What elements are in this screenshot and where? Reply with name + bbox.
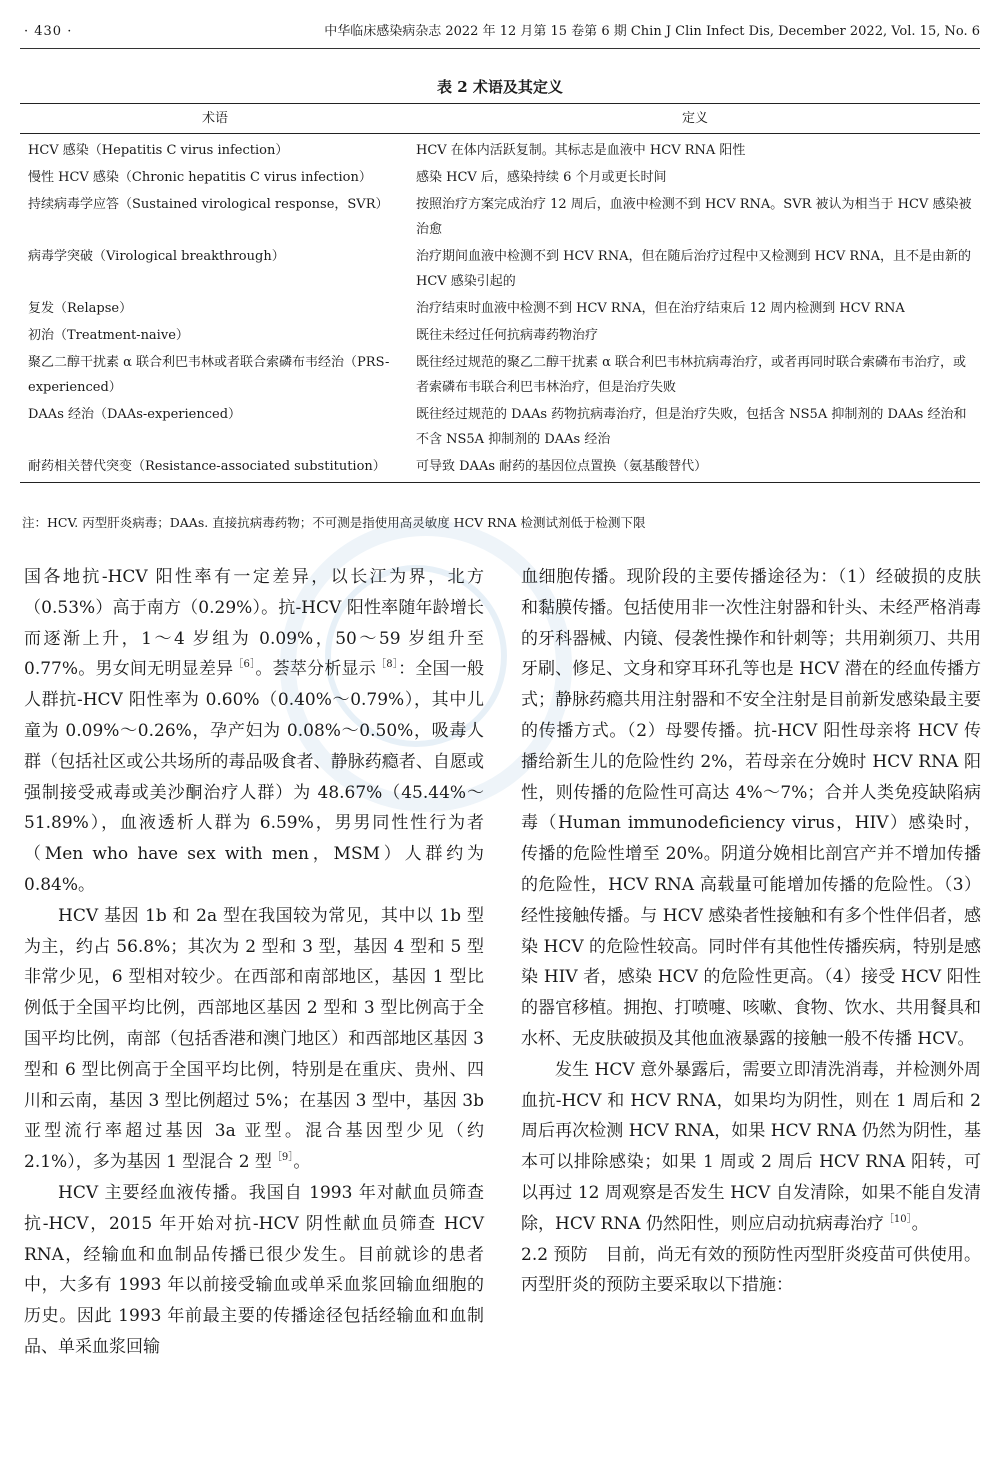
- column-header-term: 术语: [20, 104, 410, 134]
- paragraph: [521, 1055, 981, 1240]
- paragraph-text: 。: [911, 1213, 929, 1234]
- term-cell: 初治（Treatment-naive）: [28, 328, 189, 343]
- definition-cell: 既往未经过任何抗病毒药物治疗: [416, 328, 599, 343]
- definition-cell: 治疗期间血液中检测不到 HCV RNA，但在随后治疗过程中又检测到 HCV RNA，且不是由新的 HCV 感染引起的: [416, 249, 971, 289]
- header-rule: [20, 48, 980, 49]
- table-row: [20, 401, 980, 453]
- table-row: [20, 134, 980, 165]
- definition-cell: HCV 在体内活跃复制。其标志是血液中 HCV RNA 阳性: [416, 143, 746, 158]
- definition-cell: 感染 HCV 后，感染持续 6 个月或更长时间: [416, 170, 667, 185]
- section-heading: 2.2 预防: [521, 1244, 588, 1265]
- paragraph-text: 。荟萃分析显示: [255, 659, 377, 680]
- section-paragraph: [521, 1240, 981, 1302]
- running-header: [0, 0, 1000, 56]
- definition-cell: 既往经过规范的聚乙二醇干扰素 α 联合利巴韦林抗病毒治疗，或者再同时联合索磷布韦治疗，或者索磷布韦联合利巴韦林治疗，但是治疗失败: [416, 355, 967, 395]
- right-text-column: [521, 562, 981, 1301]
- paragraph-text: 目前，尚无有效的预防性丙型肝炎疫苗可供使用。丙型肝炎的预防主要采取以下措施：: [521, 1244, 981, 1296]
- paragraph: [24, 562, 484, 901]
- paragraph-text: ：全国一般人群抗-HCV 阳性率为 0.60%（0.40%～0.79%），其中儿童为 0.09%～0.26%，孕产妇为 0.08%～0.50%，吸毒人群（包括社区或公共场所的毒品吸食者、静脉药瘾者、自愿或强制接受戒毒或美沙酮治疗人群）为 48.67%（45.44%～51.89%），血液透析人群为 6.59%，男男同性性行为者（Men who have sex with men，MSM）人群约为 0.84%。: [24, 659, 485, 895]
- table-header-row: [20, 104, 980, 134]
- table-row: [20, 322, 980, 349]
- table-row: [20, 164, 980, 191]
- paragraph-text: 发生 HCV 意外暴露后，需要立即清洗消毒，并检测外周血抗-HCV 和 HCV RNA，如果均为阴性，则在 1 周后和 2 周后再次检测 HCV RNA，如果 HCV RNA 仍然为阴性，基本可以排除感染；如果 1 周或 2 周后 HCV RNA 阳转，可以再过 12 周观察是否发生 HCV 自发清除，如果不能自发清除，HCV RNA 仍然阳性，则应启动抗病毒治疗: [521, 1059, 981, 1234]
- table-row: [20, 295, 980, 322]
- table-footnote: 注：HCV. 丙型肝炎病毒；DAAs. 直接抗病毒药物；不可测是指使用高灵敏度 HCV RNA 检测试剂低于检测下限: [22, 515, 646, 530]
- table-title: 表 2 术语及其定义: [437, 78, 563, 96]
- table-row: [20, 453, 980, 483]
- page-number: · 430 ·: [24, 24, 73, 39]
- citation-ref: ［10］: [883, 1213, 912, 1225]
- column-header-definition: 定义: [410, 104, 980, 134]
- term-cell: 耐药相关替代突变（Resistance-associated substitution）: [20, 453, 410, 483]
- term-cell: 病毒学突破（Virological breakthrough）: [28, 249, 285, 264]
- table-row: [20, 191, 980, 243]
- term-cell: 慢性 HCV 感染（Chronic hepatitis C virus infection）: [28, 170, 372, 185]
- paragraph-text: HCV 基因 1b 和 2a 型在我国较为常见，其中以 1b 型为主，约占 56.8%；其次为 2 型和 3 型，基因 4 型和 5 型非常少见，6 型相对较少。在西部和南部地区，基因 1 型比例低于全国平均比例，西部地区基因 2 型和 3 型比例高于全国平均比例，南部（包括香港和澳门地区）和西部地区基因 3 型和 6 型比例高于全国平均比例，特别是在重庆、贵州、四川和云南，基因 3 型比例超过 5%；在基因 3 型中，基因 3b 亚型流行率超过基因 3a 亚型。混合基因型少见（约 2.1%），多为基因 1 型混合 2 型: [24, 905, 484, 1173]
- paragraph: HCV 主要经血液传播。我国自 1993 年对献血员筛查抗-HCV，2015 年开始对抗-HCV 阴性献血员筛查 HCV RNA，经输血和血制品传播已很少发生。目前就诊的患者中，大多有 1993 年以前接受输血或单采血浆回输血细胞的历史。因此 1993 年前最主要的传播途径包括经输血和血制品、单采血浆回输: [24, 1182, 484, 1357]
- definition-cell: 可导致 DAAs 耐药的基因位点置换（氨基酸替代）: [410, 453, 980, 483]
- definition-cell: 治疗结束时血液中检测不到 HCV RNA，但在治疗结束后 12 周内检测到 HCV RNA: [416, 301, 905, 316]
- term-cell: 聚乙二醇干扰素 α 联合利巴韦林或者联合索磷布韦经治（PRS-experienced）: [28, 355, 390, 395]
- paragraph-text: 国各地抗-HCV 阳性率有一定差异，以长江为界，北方（0.53%）高于南方（0.29%）。抗-HCV 阳性率随年龄增长而逐渐上升，1～4 岁组为 0.09%，50～59 岁组升至 0.77%。男女间无明显差异: [24, 567, 484, 680]
- journal-citation: 中华临床感染病杂志 2022 年 12 月第 15 卷第 6 期 Chin J Clin Infect Dis, December 2022, Vol. 15, No. 6: [324, 24, 980, 39]
- citation-ref: ［8］: [376, 659, 399, 671]
- term-cell: HCV 感染（Hepatitis C virus infection）: [28, 143, 289, 158]
- paragraph: [24, 901, 484, 1178]
- table-row: [20, 243, 980, 295]
- term-cell: 持续病毒学应答（Sustained virological response，SVR）: [28, 197, 389, 212]
- terms-table: [20, 103, 980, 483]
- table-row: [20, 349, 980, 401]
- term-cell: DAAs 经治（DAAs-experienced）: [28, 407, 242, 422]
- term-cell: 复发（Relapse）: [28, 301, 133, 316]
- definition-cell: 按照治疗方案完成治疗 12 周后，血液中检测不到 HCV RNA。SVR 被认为相当于 HCV 感染被治愈: [416, 197, 972, 237]
- definition-cell: 既往经过规范的 DAAs 药物抗病毒治疗，但是治疗失败，包括含 NS5A 抑制剂的 DAAs 经治和不含 NS5A 抑制剂的 DAAs 经治: [416, 407, 967, 447]
- paragraph-text: 。: [293, 1152, 311, 1173]
- paragraph: 血细胞传播。现阶段的主要传播途径为：（1）经破损的皮肤和黏膜传播。包括使用非一次性注射器和针头、未经严格消毒的牙科器械、内镜、侵袭性操作和针刺等；共用剃须刀、共用牙刷、修足、文身和穿耳环孔等也是 HCV 潜在的经血传播方式；静脉药瘾共用注射器和不安全注射是目前新发感染最主要的传播方式。（2）母婴传播。抗-HCV 阳性母亲将 HCV 传播给新生儿的危险性约 2%，若母亲在分娩时 HCV RNA 阳性，则传播的危险性可高达 4%～7%；合并人类免疫缺陷病毒（Human immunodeficiency virus，HIV）感染时，传播的危险性增至 20%。阴道分娩相比剖宫产并不增加传播的危险性，HCV RNA 高载量可能增加传播的危险性。（3）经性接触传播。与 HCV 感染者性接触和有多个性伴侣者，感染 HCV 的危险性较高。同时伴有其他性传播疾病，特别是感染 HIV 者，感染 HCV 的危险性更高。（4）接受 HCV 阳性的器官移植。拥抱、打喷嚏、咳嗽、食物、饮水、共用餐具和水杯、无皮肤破损及其他血液暴露的接触一般不传播 HCV。: [521, 567, 981, 1049]
- citation-ref: ［9］: [271, 1152, 294, 1164]
- left-text-column: [24, 562, 484, 1363]
- citation-ref: ［6］: [233, 659, 256, 671]
